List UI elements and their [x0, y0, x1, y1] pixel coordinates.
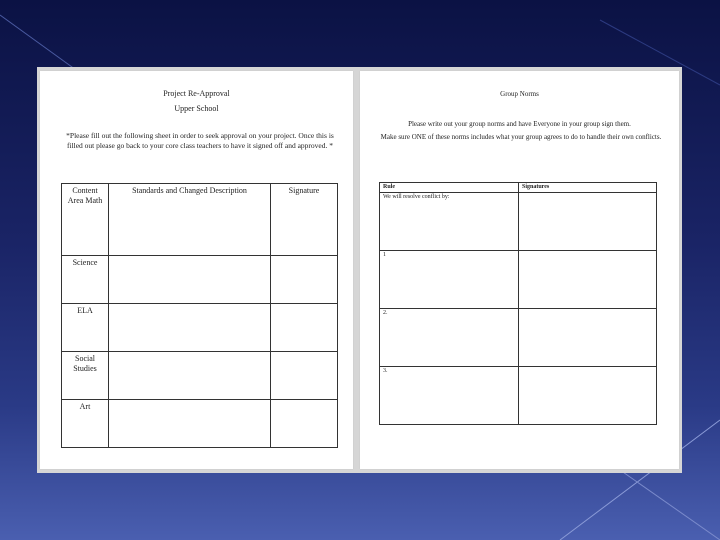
description-cell[interactable]: [109, 400, 271, 448]
signatures-cell[interactable]: [519, 367, 657, 425]
header-signatures: Signatures: [519, 183, 657, 193]
description-cell[interactable]: [109, 304, 271, 352]
row-label: Social Studies: [62, 352, 109, 400]
instruction-line-2: Make sure ONE of these norms includes what your group agrees to do to handle their own conflicts.: [380, 133, 662, 141]
page-subtitle: Upper School: [174, 104, 219, 113]
instruction-line-1: Please write out your group norms and have Everyone in your group sign them.: [408, 120, 631, 128]
table-row: [380, 251, 657, 309]
approval-table: [61, 183, 338, 448]
table-row: [62, 304, 338, 352]
instructions-text: *Please fill out the following sheet in order to seek approval on your project. Once this is filled out please go back to your core class teachers to have it signed off and approved. *: [66, 131, 334, 150]
page-title: Group Norms: [500, 90, 539, 98]
header-rule: Rule: [380, 183, 519, 193]
table-header-row: [62, 184, 338, 256]
signatures-cell[interactable]: [519, 193, 657, 251]
row-label: Science: [62, 256, 109, 304]
header-signature: Signature: [271, 184, 338, 256]
row-label: ELA: [62, 304, 109, 352]
description-cell[interactable]: [109, 352, 271, 400]
table-row: [380, 309, 657, 367]
signature-cell[interactable]: [271, 256, 338, 304]
table-row: [380, 367, 657, 425]
project-re-approval-page: [40, 71, 353, 469]
rule-cell[interactable]: 2.: [380, 309, 519, 367]
table-header-row: [380, 183, 657, 193]
table-row: [62, 352, 338, 400]
rule-cell[interactable]: 1: [380, 251, 519, 309]
group-norms-table: [379, 182, 657, 425]
signature-cell[interactable]: [271, 400, 338, 448]
description-cell[interactable]: [109, 256, 271, 304]
table-row: [380, 193, 657, 251]
rule-cell[interactable]: 3.: [380, 367, 519, 425]
header-standards: Standards and Changed Description: [109, 184, 271, 256]
signature-cell[interactable]: [271, 304, 338, 352]
signatures-cell[interactable]: [519, 251, 657, 309]
page-title: Project Re-Approval: [163, 89, 230, 98]
row-label: Art: [62, 400, 109, 448]
document-viewer: [37, 67, 682, 473]
signature-cell[interactable]: [271, 352, 338, 400]
signatures-cell[interactable]: [519, 309, 657, 367]
table-row: [62, 256, 338, 304]
header-content-area: Content Area Math: [62, 184, 109, 256]
rule-cell[interactable]: We will resolve conflict by:: [380, 193, 519, 251]
group-norms-page: [360, 71, 679, 469]
table-row: [62, 400, 338, 448]
